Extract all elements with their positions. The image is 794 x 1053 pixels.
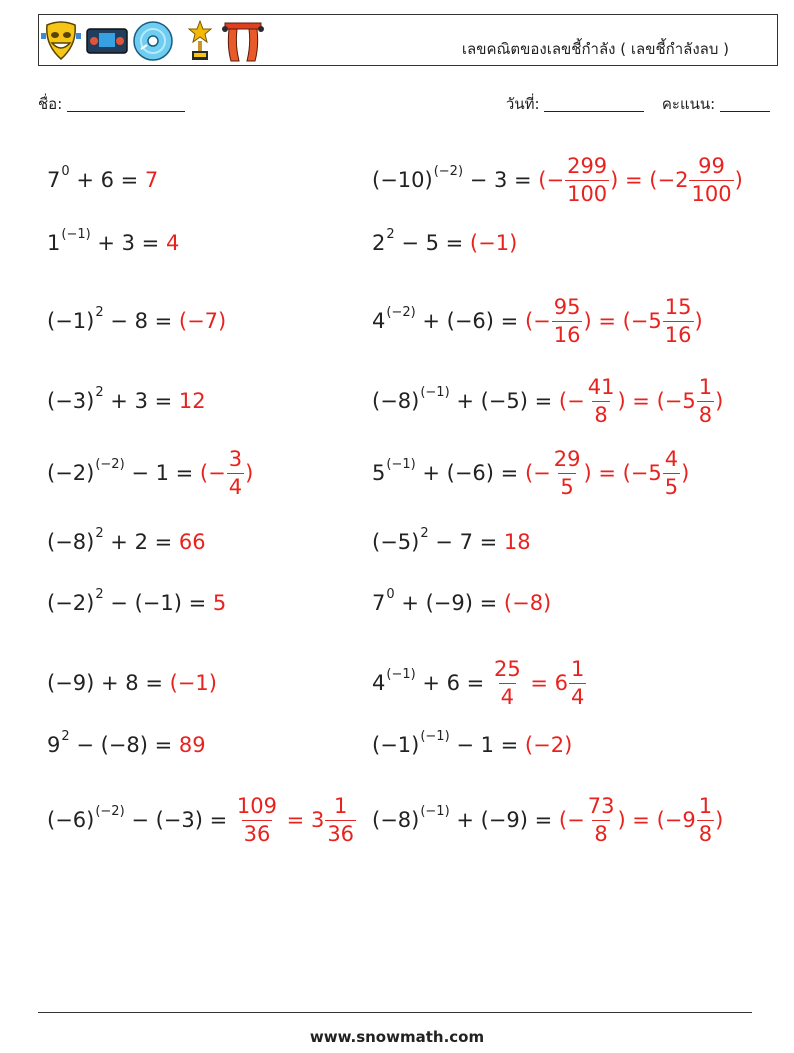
answer-text: 5 xyxy=(212,591,227,615)
question-text: − 3 = xyxy=(463,168,539,192)
question-text: 2 xyxy=(372,231,386,255)
fraction-denominator: 36 xyxy=(243,821,271,846)
question-text: − 8 = xyxy=(103,309,179,333)
problem-question xyxy=(47,671,170,695)
fraction-numerator: 4 xyxy=(664,446,679,471)
problem-answer xyxy=(538,153,743,206)
answer-text: (−1) xyxy=(169,671,217,695)
fraction-denominator: 4 xyxy=(571,684,585,709)
fraction-denominator: 8 xyxy=(698,821,713,846)
question-text: + 6 = xyxy=(69,168,145,192)
problem-left-2 xyxy=(47,213,179,273)
problem-left-1 xyxy=(47,150,158,210)
exponent: (−2) xyxy=(433,164,464,179)
fraction xyxy=(663,294,694,347)
problem-answer xyxy=(525,733,572,757)
problem-left-10 xyxy=(47,790,357,850)
problem-answer xyxy=(558,793,724,846)
problem-question xyxy=(372,164,539,192)
date-label: วันที่: xyxy=(505,95,540,113)
question-text: 1 xyxy=(47,231,61,255)
question-text: − 5 = xyxy=(394,231,470,255)
question-text: 4 xyxy=(372,309,386,333)
problem-right-8 xyxy=(372,653,587,713)
date-score-fields xyxy=(506,92,770,116)
problem-question xyxy=(372,305,525,333)
fraction xyxy=(565,153,609,206)
answer-text: (−8) xyxy=(503,591,552,615)
fraction-denominator: 100 xyxy=(567,181,608,206)
problem-question xyxy=(372,457,525,485)
exponent: 2 xyxy=(61,729,70,744)
fraction xyxy=(325,793,356,846)
answer-text: 7 xyxy=(144,168,159,192)
fraction-denominator: 8 xyxy=(698,402,713,427)
problem-question xyxy=(47,457,200,485)
question-text: + (−5) = xyxy=(449,389,559,413)
question-text: 4 xyxy=(372,671,386,695)
fraction xyxy=(552,294,583,347)
exponent: 2 xyxy=(386,227,395,242)
answer-text: (− xyxy=(558,389,585,413)
question-text: + 3 = xyxy=(90,231,166,255)
answer-text: (−1) xyxy=(469,231,518,255)
exponent: 2 xyxy=(95,587,104,602)
fraction-numerator: 299 xyxy=(567,153,608,178)
problem-question xyxy=(47,385,179,413)
worksheet-title: เลขคณิตของเลขชี้กำลัง ( เลขชี้กำลังลบ ) xyxy=(461,40,729,58)
problem-right-4 xyxy=(372,371,723,431)
question-text: − (−1) = xyxy=(103,591,213,615)
fraction xyxy=(586,793,617,846)
answer-text: ) xyxy=(734,168,743,192)
answer-text: ) = (−5 xyxy=(617,389,696,413)
answer-text: (−2) xyxy=(524,733,573,757)
fraction xyxy=(697,793,714,846)
problem-answer xyxy=(170,671,217,695)
exponent: 2 xyxy=(95,526,104,541)
question-text: + 3 = xyxy=(103,389,179,413)
question-text: (−8) xyxy=(47,530,95,554)
question-text: − 1 = xyxy=(449,733,525,757)
fraction-numerator: 25 xyxy=(493,656,521,681)
question-text: 7 xyxy=(47,168,61,192)
question-text: (−6) xyxy=(47,808,95,832)
fraction xyxy=(569,656,586,709)
problem-question xyxy=(47,227,166,255)
theater-mask-icon xyxy=(41,19,81,63)
fraction xyxy=(697,374,714,427)
worksheet-header xyxy=(38,14,778,66)
question-text: − (−3) = xyxy=(124,808,234,832)
fraction-denominator: 8 xyxy=(594,402,608,427)
date-blank[interactable] xyxy=(544,96,644,112)
answer-text: (− xyxy=(199,461,226,485)
answer-text: (−7) xyxy=(178,309,227,333)
problem-answer xyxy=(558,374,724,427)
problem-right-1 xyxy=(372,150,743,210)
problem-answer xyxy=(179,309,226,333)
question-text: (−1) xyxy=(372,733,420,757)
fraction xyxy=(227,446,244,499)
question-text: (−2) xyxy=(47,461,95,485)
problem-question xyxy=(372,227,470,255)
problem-answer xyxy=(213,591,226,615)
problem-answer xyxy=(179,530,206,554)
exponent: (−1) xyxy=(61,227,91,242)
fraction xyxy=(552,446,583,499)
problem-left-4 xyxy=(47,371,206,431)
answer-text: 66 xyxy=(178,530,206,554)
footer-divider xyxy=(38,1012,752,1013)
fraction-denominator: 5 xyxy=(664,474,679,499)
exponent: (−2) xyxy=(95,457,125,472)
fraction xyxy=(235,793,279,846)
problem-question xyxy=(372,804,559,832)
answer-text: ) xyxy=(245,461,254,485)
problem-right-2 xyxy=(372,213,517,273)
exponent: (−2) xyxy=(386,305,416,320)
problem-answer xyxy=(470,231,517,255)
exponent: (−1) xyxy=(420,385,450,400)
answer-text: ) xyxy=(715,808,724,832)
answer-text: (− xyxy=(524,461,551,485)
fraction-numerator: 1 xyxy=(333,793,348,818)
fraction-numerator: 109 xyxy=(236,793,277,818)
question-text: (−5) xyxy=(372,530,420,554)
cd-disc-icon xyxy=(131,19,175,63)
exponent: 2 xyxy=(95,305,104,320)
question-text: + (−9) = xyxy=(394,591,504,615)
problem-question xyxy=(47,729,179,757)
problem-question xyxy=(47,587,213,615)
problem-answer xyxy=(491,656,587,709)
answer-text: 89 xyxy=(178,733,206,757)
question-text: + (−6) = xyxy=(415,461,525,485)
problem-right-9 xyxy=(372,715,572,775)
question-text: (−3) xyxy=(47,389,95,413)
fraction-denominator: 8 xyxy=(594,821,608,846)
fraction xyxy=(586,374,617,427)
fraction-denominator: 16 xyxy=(664,322,692,347)
answer-text: (− xyxy=(524,309,551,333)
problem-question xyxy=(372,667,491,695)
score-blank[interactable] xyxy=(720,96,770,112)
fraction-numerator: 41 xyxy=(587,374,615,399)
question-text: (−9) + 8 = xyxy=(47,671,170,695)
problem-question xyxy=(47,804,234,832)
problem-right-3 xyxy=(372,291,703,351)
fraction-numerator: 1 xyxy=(698,374,713,399)
question-text: 9 xyxy=(47,733,61,757)
problem-question xyxy=(372,729,525,757)
fraction-numerator: 3 xyxy=(228,446,243,471)
fraction-numerator: 95 xyxy=(553,294,581,319)
question-text: + 6 = xyxy=(415,671,491,695)
exponent: 2 xyxy=(95,385,104,400)
answer-text: 18 xyxy=(503,530,531,554)
fraction xyxy=(689,153,733,206)
exponent: 2 xyxy=(420,526,429,541)
question-text: + 2 = xyxy=(103,530,179,554)
problem-answer xyxy=(166,231,179,255)
problem-question xyxy=(47,526,179,554)
problem-question xyxy=(372,587,504,615)
name-label: ชื่อ: xyxy=(38,95,63,113)
question-text: (−10) xyxy=(372,168,433,192)
problem-answer xyxy=(234,793,357,846)
question-text: (−8) xyxy=(372,808,420,832)
problem-answer xyxy=(179,733,206,757)
question-text: (−2) xyxy=(47,591,95,615)
fraction-numerator: 1 xyxy=(571,656,585,681)
problem-question xyxy=(47,164,145,192)
problem-answer xyxy=(504,530,531,554)
problem-right-6 xyxy=(372,512,531,572)
problem-left-8 xyxy=(47,653,217,713)
problem-left-3 xyxy=(47,291,226,351)
question-text: − 7 = xyxy=(428,530,504,554)
question-text: (−1) xyxy=(47,309,95,333)
fraction-numerator: 29 xyxy=(553,446,581,471)
answer-text: ) = (−5 xyxy=(583,309,662,333)
problem-question xyxy=(372,385,559,413)
problem-answer xyxy=(524,446,690,499)
problem-left-7 xyxy=(47,573,226,633)
exponent: 0 xyxy=(386,587,395,602)
fraction-numerator: 73 xyxy=(587,793,615,818)
problem-right-5 xyxy=(372,443,689,503)
fraction-numerator: 99 xyxy=(698,153,725,178)
problem-question xyxy=(372,526,504,554)
name-field xyxy=(38,92,185,116)
fraction-denominator: 5 xyxy=(560,474,574,499)
answer-text: (− xyxy=(538,168,565,192)
exponent: (−1) xyxy=(420,804,450,819)
video-tape-icon xyxy=(85,19,129,63)
answer-text: = 6 xyxy=(523,671,568,695)
score-label: คะแนน: xyxy=(661,95,716,113)
fraction xyxy=(492,656,523,709)
answer-text: 4 xyxy=(165,231,180,255)
exponent: (−1) xyxy=(420,729,450,744)
fraction-denominator: 4 xyxy=(228,474,243,499)
fraction-numerator: 1 xyxy=(698,793,713,818)
question-text: (−8) xyxy=(372,389,420,413)
question-text: − (−8) = xyxy=(69,733,179,757)
problem-answer xyxy=(199,446,254,499)
star-trophy-icon xyxy=(185,19,215,63)
exponent: 0 xyxy=(61,164,70,179)
fraction-denominator: 16 xyxy=(553,322,581,347)
answer-text: ) = (−2 xyxy=(610,168,689,192)
problem-answer xyxy=(504,591,551,615)
name-blank[interactable] xyxy=(67,96,185,112)
fraction-denominator: 4 xyxy=(500,684,514,709)
problem-answer xyxy=(179,389,206,413)
fraction-denominator: 36 xyxy=(327,821,355,846)
exponent: (−1) xyxy=(386,667,416,682)
answer-text: ) xyxy=(681,461,690,485)
problem-answer xyxy=(524,294,703,347)
footer-url[interactable]: www.snowmath.com xyxy=(309,1028,485,1046)
answer-text: ) xyxy=(694,309,703,333)
problem-left-5 xyxy=(47,443,253,503)
question-text: + (−6) = xyxy=(415,309,525,333)
answer-text: = 3 xyxy=(280,808,325,832)
fraction xyxy=(663,446,680,499)
problem-right-7 xyxy=(372,573,551,633)
stage-curtain-icon xyxy=(221,19,265,63)
answer-text: ) = (−9 xyxy=(617,808,696,832)
problem-left-9 xyxy=(47,715,206,775)
fraction-numerator: 15 xyxy=(664,294,692,319)
answer-text: (− xyxy=(558,808,585,832)
problem-right-10 xyxy=(372,790,723,850)
exponent: (−2) xyxy=(95,804,125,819)
question-text: 5 xyxy=(372,461,386,485)
answer-text: ) = (−5 xyxy=(583,461,662,485)
answer-text: 12 xyxy=(178,389,206,413)
problem-answer xyxy=(145,168,158,192)
problem-left-6 xyxy=(47,512,206,572)
question-text: − 1 = xyxy=(124,461,200,485)
question-text: + (−9) = xyxy=(449,808,559,832)
exponent: (−1) xyxy=(386,457,416,472)
question-text: 7 xyxy=(372,591,386,615)
answer-text: ) xyxy=(715,389,724,413)
fraction-denominator: 100 xyxy=(691,181,732,206)
problem-question xyxy=(47,305,179,333)
